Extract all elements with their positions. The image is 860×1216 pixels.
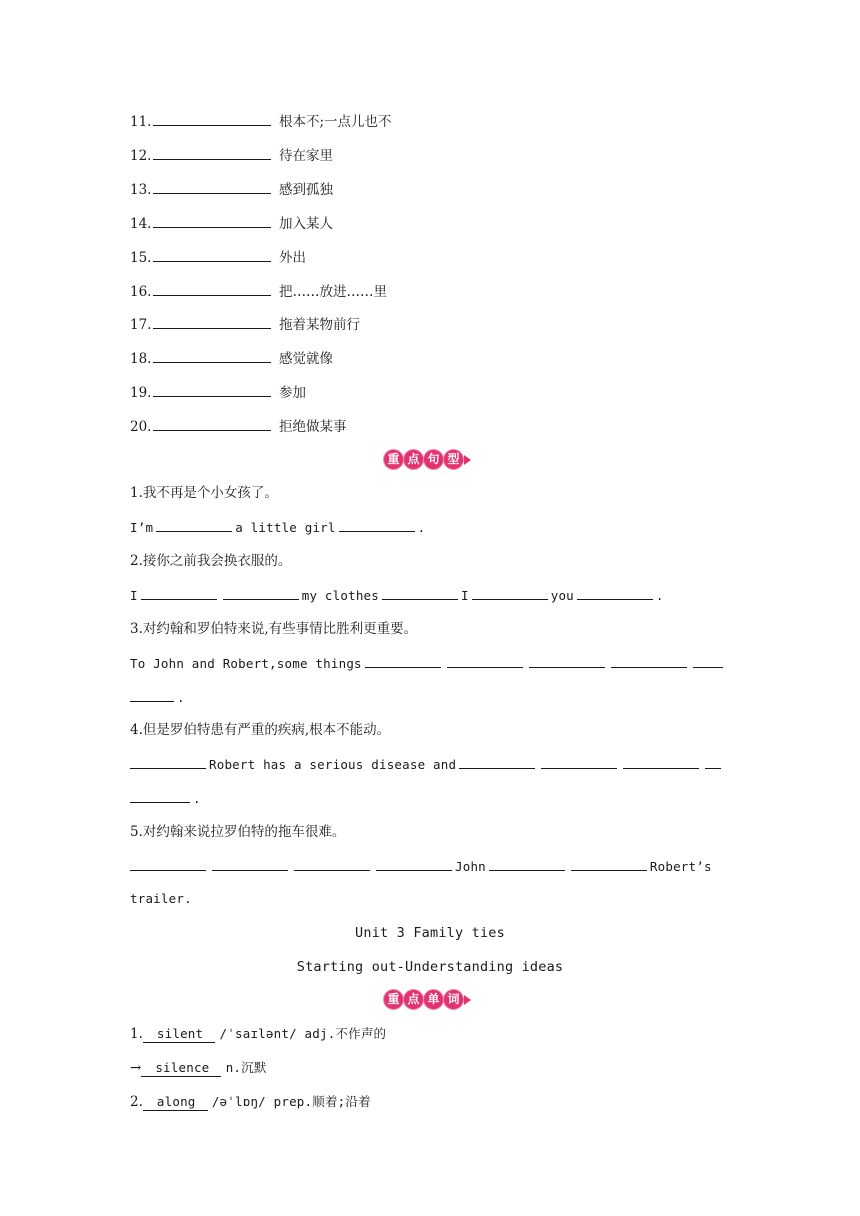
answer-blank[interactable] — [153, 247, 271, 262]
phrase-row — [130, 382, 306, 403]
answer-blank[interactable] — [130, 788, 190, 803]
answer-blank[interactable] — [693, 653, 723, 668]
phrase-row — [130, 348, 333, 369]
answer-blank[interactable] — [153, 416, 271, 431]
badge-char: 句 — [424, 450, 443, 469]
phrase-number: 18. — [130, 351, 152, 367]
answer-blank[interactable] — [141, 585, 217, 600]
answer-blank[interactable] — [153, 281, 271, 296]
sentence-cn: 4.但是罗伯特患有严重的疾病,根本不能动。 — [130, 722, 391, 738]
sentence-text: I — [461, 588, 469, 603]
badge-char: 词 — [444, 990, 463, 1009]
answer-blank[interactable] — [153, 179, 271, 194]
answer-blank[interactable] — [153, 348, 271, 363]
badge-arrow-icon — [464, 995, 471, 1005]
sentence-text: I — [130, 588, 138, 603]
badge-char: 重 — [384, 990, 403, 1009]
sentence-text: I’m — [130, 520, 154, 535]
answer-blank[interactable] — [705, 754, 721, 769]
word-definition: n.沉默 — [225, 1060, 267, 1075]
answer-blank[interactable] — [153, 145, 271, 160]
word-number: 2. — [130, 1094, 143, 1110]
word-answer[interactable]: silent — [143, 1026, 215, 1043]
phrase-meaning: 拖着某物前行 — [279, 317, 360, 333]
phrase-meaning: 待在家里 — [279, 148, 333, 164]
answer-blank[interactable] — [212, 856, 288, 871]
sentence-text: . — [417, 520, 426, 535]
sentence-cn: 5.对约翰来说拉罗伯特的拖车很难。 — [130, 824, 346, 840]
badge-char: 单 — [424, 990, 443, 1009]
sentence-en — [130, 856, 712, 877]
answer-blank[interactable] — [365, 653, 441, 668]
answer-blank[interactable] — [382, 585, 458, 600]
sentence-text: my clothes — [301, 588, 379, 603]
unit-title: Unit 3 Family ties — [355, 925, 505, 941]
answer-blank[interactable] — [130, 754, 206, 769]
answer-blank[interactable] — [130, 687, 174, 702]
phrase-meaning: 外出 — [279, 250, 306, 266]
phrase-row — [130, 314, 360, 335]
answer-blank[interactable] — [153, 314, 271, 329]
phrase-row — [130, 179, 333, 200]
sentence-en-cont — [130, 687, 185, 708]
section-badge-sentences — [384, 450, 474, 474]
sentence-cn: 1.我不再是个小女孩了。 — [130, 485, 278, 501]
sentence-text: . — [193, 791, 201, 806]
answer-blank[interactable] — [153, 382, 271, 397]
phrase-meaning: 参加 — [279, 385, 306, 401]
answer-blank[interactable] — [294, 856, 370, 871]
phrase-row — [130, 145, 333, 166]
sentence-text: you — [550, 588, 574, 603]
answer-blank[interactable] — [156, 517, 232, 532]
sentence-en-cont — [130, 788, 201, 809]
answer-blank[interactable] — [376, 856, 452, 871]
sentence-text: a little girl — [235, 520, 336, 535]
phrase-meaning: 拒绝做某事 — [279, 419, 347, 435]
answer-blank[interactable] — [339, 517, 415, 532]
badge-char: 点 — [404, 450, 423, 469]
badge-char: 型 — [444, 450, 463, 469]
answer-blank[interactable] — [447, 653, 523, 668]
section-badge-words — [384, 990, 474, 1014]
sentence-en — [130, 754, 724, 775]
phrase-number: 14. — [130, 216, 152, 232]
phrase-row — [130, 111, 392, 132]
word-row — [130, 1092, 371, 1112]
answer-blank[interactable] — [623, 754, 699, 769]
word-definition: /əˈlɒŋ/ prep.顺着;沿着 — [211, 1094, 371, 1109]
word-answer[interactable]: silence — [141, 1060, 221, 1077]
word-row — [130, 1024, 386, 1044]
sentence-text: To John and Robert,some things — [130, 656, 362, 671]
answer-blank[interactable] — [223, 585, 299, 600]
phrase-number: 17. — [130, 317, 152, 333]
phrase-number: 16. — [130, 284, 152, 300]
sentence-text: Robert has a serious disease and — [209, 757, 457, 772]
answer-blank[interactable] — [577, 585, 653, 600]
answer-blank[interactable] — [489, 856, 565, 871]
answer-blank[interactable] — [153, 111, 271, 126]
phrase-meaning: 加入某人 — [279, 216, 333, 232]
phrase-meaning: 感觉就像 — [279, 351, 333, 367]
badge-char: 点 — [404, 990, 423, 1009]
phrase-number: 20. — [130, 419, 152, 435]
sentence-text: John — [455, 859, 486, 874]
sentence-cn: 2.接你之前我会换衣服的。 — [130, 553, 292, 569]
badge-char: 重 — [384, 450, 403, 469]
arrow-icon: → — [130, 1060, 142, 1076]
word-answer[interactable]: along — [143, 1094, 208, 1111]
phrase-row — [130, 213, 333, 234]
sentence-en — [130, 517, 425, 538]
answer-blank[interactable] — [459, 754, 535, 769]
phrase-number: 15. — [130, 250, 152, 266]
badge-arrow-icon — [464, 455, 471, 465]
sentence-text: Robert’s — [649, 859, 712, 874]
sentence-cn: 3.对约翰和罗伯特来说,有些事情比胜利更重要。 — [130, 621, 418, 637]
phrase-meaning: 把……放进……里 — [279, 284, 387, 300]
answer-blank[interactable] — [153, 213, 271, 228]
sentence-en — [130, 653, 726, 674]
sentence-text: . — [177, 690, 185, 705]
phrase-row — [130, 416, 347, 437]
phrase-row — [130, 247, 306, 268]
word-number: 1. — [130, 1026, 143, 1042]
answer-blank[interactable] — [130, 856, 206, 871]
unit-subtitle: Starting out-Understanding ideas — [296, 959, 564, 975]
sentence-en-cont: trailer. — [130, 891, 192, 906]
answer-blank[interactable] — [541, 754, 617, 769]
sentence-en — [130, 585, 664, 606]
word-row — [130, 1058, 267, 1078]
phrase-row — [130, 281, 387, 302]
answer-blank[interactable] — [529, 653, 605, 668]
word-definition: /ˈsaɪlənt/ adj.不作声的 — [219, 1026, 387, 1041]
phrase-number: 12. — [130, 148, 152, 164]
phrase-number: 19. — [130, 385, 152, 401]
answer-blank[interactable] — [472, 585, 548, 600]
phrase-meaning: 根本不;一点儿也不 — [279, 114, 392, 130]
answer-blank[interactable] — [571, 856, 647, 871]
phrase-meaning: 感到孤独 — [279, 182, 333, 198]
sentence-text: . — [655, 588, 664, 603]
answer-blank[interactable] — [611, 653, 687, 668]
phrase-number: 11. — [130, 114, 152, 130]
phrase-number: 13. — [130, 182, 152, 198]
